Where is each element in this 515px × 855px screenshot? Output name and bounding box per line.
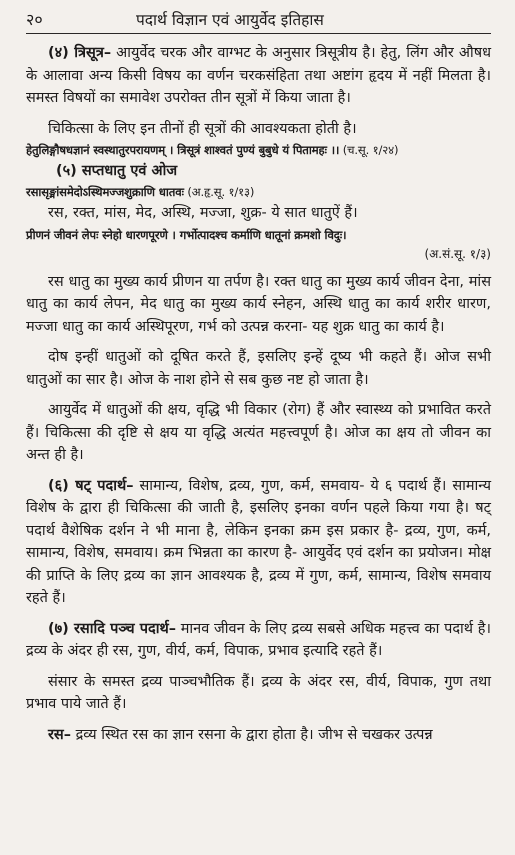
- ras-paragraph: [26, 724, 491, 747]
- saptadhatu-sloka-2: प्रीणनं जीवनं लेपः स्नेहो धारणपूरणे । गर्भोत्पादश्च कर्माणि धातूनां क्रमशो विदुः।: [26, 227, 347, 242]
- sloka-text: हेतुलिङ्गौषधज्ञानं स्वस्थातुरपरायणम् । त्रिसूत्रं शाश्वतं पुण्यं बुबुधे यं पितामहः ।।: [26, 143, 340, 157]
- rasadi-text: मानव जीवन के लिए द्रव्य सबसे अधिक महत्त्व का पदार्थ है। द्रव्य के अंदर ही रस, गुण, वीर्य, कर्म, विपाक, प्रभाव इत्यादि रहते हैं।: [26, 620, 491, 659]
- saptadhatu-heading: (५) सप्तधातु एवं ओज: [56, 163, 178, 179]
- running-header: [26, 0, 491, 34]
- ras-text: द्रव्य स्थित रस का ज्ञान रसना के द्वारा होता है। जीभ से चखकर उत्पन्न: [70, 726, 433, 743]
- sloka-reference: (च.सू. १/२४): [339, 143, 399, 157]
- sloka-text: रसासृङ्मांसमेदोऽस्थिमज्जशुक्राणि धातवः: [26, 185, 184, 199]
- sloka-2-reference: (अ.सं.सू. १/३): [424, 246, 491, 261]
- rasadi-heading: (७) रसादि पञ्च पदार्थ–: [48, 620, 176, 637]
- trisutra-sloka: [26, 140, 491, 160]
- kshaya-vriddhi-paragraph: आयुर्वेद में धातुओं की क्षय, वृद्धि भी विकार (रोग) हैं और स्वास्थ्य को प्रभावित करते हैं। चिकित्सा की दृष्टि से क्षय या वृद्धि अत्यंत महत्त्वपूर्ण है। ओज का क्षय तो जीवन का अन्त ही है।: [26, 402, 491, 463]
- trisutra-paragraph: [26, 42, 491, 110]
- trisutra-paragraph-2: चिकित्सा के लिए इन तीनों ही सूत्रों की आवश्यकता होती है।: [48, 120, 357, 137]
- dosha-dushya-paragraph: दोष इन्हीं धातुओं को दूषित करते हैं, इसलिए इन्हें दूष्य भी कहते हैं। ओज सभी धातुओं का सार है। ओज के नाश होने से सब कुछ नष्ट हो जाता है।: [26, 349, 491, 388]
- sloka-reference: (अ.हृ.सू. १/१३): [183, 185, 255, 199]
- dhatu-list: रस, रक्त, मांस, मेद, अस्थि, मज्जा, शुक्र- ये सात धातुऐं हैं।: [48, 205, 358, 221]
- panchabhautik-paragraph: संसार के समस्त द्रव्य पाञ्चभौतिक हैं। द्रव्य के अंदर रस, वीर्य, विपाक, गुण तथा प्रभाव पाये जाते हैं।: [26, 673, 491, 712]
- trisutra-heading: (४) त्रिसूत्र–: [48, 45, 112, 61]
- rasadi-paragraph: [26, 618, 491, 663]
- ras-heading: रस–: [48, 726, 71, 743]
- book-title: पदार्थ विज्ञान एवं आयुर्वेद इतिहास: [136, 11, 324, 29]
- shatpadartha-heading: (६) षट् पदार्थ–: [48, 477, 134, 494]
- trisutra-text: आयुर्वेद चरक और वाग्भट के अनुसार त्रिसूत्रीय है। हेतु, लिंग और औषध के आलावा अन्य किसी विषय का वर्णन चरकसंहिता तथा अष्टांग हृदय में नहीं मिलता है। समस्त विषयों का समावेश उपरोक्त तीन सूत्रों में किया जाता है।: [26, 45, 491, 106]
- saptadhatu-sloka-1: [26, 182, 491, 202]
- dhatu-function-paragraph: रस धातु का मुख्य कार्य प्रीणन या तर्पण है। रक्त धातु का मुख्य कार्य जीवन देना, मांस धातु का कार्य लेपन, मेद धातु का मुख्य कार्य स्नेहन, अस्थि धातु का कार्य शरीर धारण, मज्जा धातु का कार्य अस्थिपूरण, गर्भ को उत्पन्न करना- यह शुक्र धातु का कार्य है।: [26, 273, 491, 335]
- page-number: २०: [26, 10, 43, 29]
- shatpadartha-paragraph: [26, 475, 491, 610]
- shatpadartha-text: सामान्य, विशेष, द्रव्य, गुण, कर्म, समवाय- ये ६ पदार्थ हैं। सामान्य विशेष के द्वारा ही चिकित्सा की जाती है, इसलिए इनका वर्णन पहले किया गया है। षट् पदार्थ वैशेषिक दर्शन ने भी माना है, लेकिन इनका क्रम इस प्रकार है- द्रव्य, गुण, कर्म, सामान्य, विशेष, समवाय। क्रम भिन्नता का कारण है- आयुर्वेद एवं दर्शन का प्रयोजन। मोक्ष की प्राप्ति के लिए द्रव्य का ज्ञान आवश्यक है, द्रव्य में गुण, कर्म, सामान्य, विशेष समवाय रहते हैं।: [26, 477, 491, 606]
